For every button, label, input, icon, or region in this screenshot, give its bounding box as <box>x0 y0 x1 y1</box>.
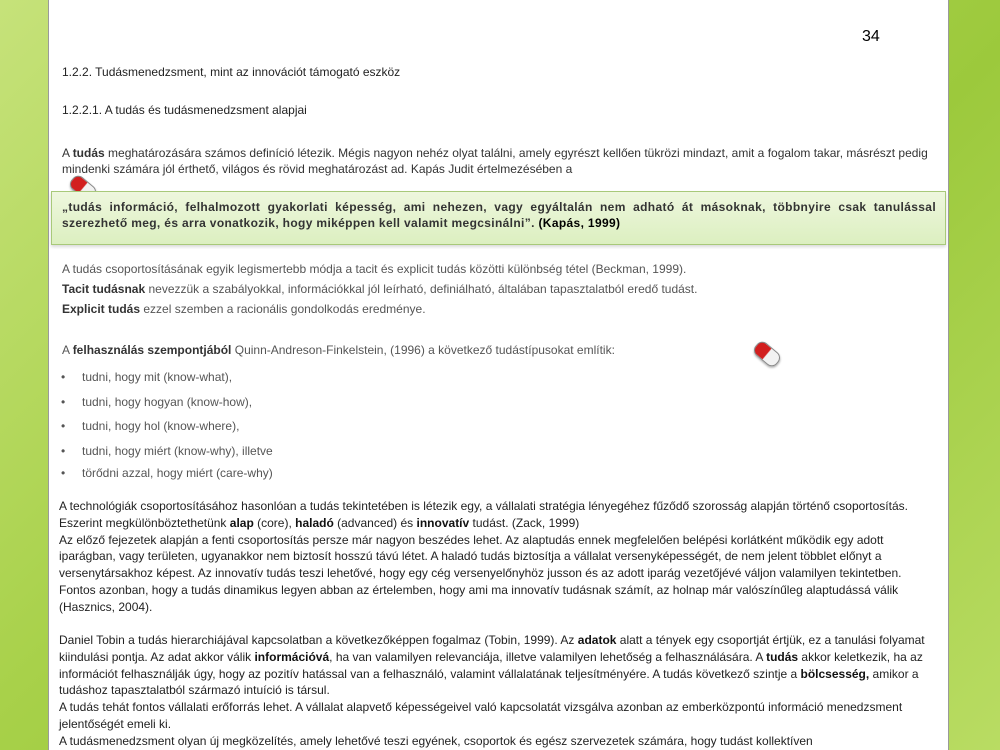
knowledge-types-paragraph: A technológiák csoportosításához hasonlóan a tudás tekintetében is létezik egy, a vállalati stratégia lényegéhez fűződő szorosság alapján történő csoportosítás. Eszerint megkülönböztethetünk alap (core), haladó (advanced) és innovatív tudást. (Zack, 1999) Az előző fejezetek alapján a fenti csoportosítás persze már nagyon beszédes lehet. Az alaptudás ennek megfelelően belépési korlátként működik egy adott iparágban, vagy területen, ugyanakkor nem biztosít hosszú távú létet. A haladó tudás biztosítja a vállalat versenyképességét, de nem jelent többlet előnyt a versenytársakhoz képest. Az innovatív tudás teszi lehetővé, hogy egy cég versenyelőnyhöz jusson és az adott iparág vezetőjévé váljon valamilyen tekintetben. Fontos azonban, hogy a tudás dinamikus legyen abban az értelemben, hogy ami ma innovatív tudásnak számít, az holnap már valószínűleg alaptudássá válik (Hasznics, 2004). <box>59 499 908 614</box>
explicit-definition: Explicit tudás ezzel szemben a racionális gondolkodás eredménye. <box>62 302 426 316</box>
page-number: 34 <box>862 28 880 45</box>
classification-line: A tudás csoportosításának egyik legismertebb módja a tacit és explicit tudás közötti különbség tétel (Beckman, 1999). <box>62 262 687 276</box>
quote-box <box>51 191 946 245</box>
quote-reference: (Kapás, 1999) <box>538 216 621 230</box>
subsection-heading: 1.2.2.1. A tudás és tudásmenedzsment alapjai <box>62 103 307 117</box>
bullet-icon: • <box>61 370 66 384</box>
section-heading: 1.2.2. Tudásmenedzsment, mint az innovációt támogató eszköz <box>62 65 401 79</box>
usage-intro: A felhasználás szempontjából Quinn-Andreson-Finkelstein, (1996) a következő tudástípusokat említik: <box>62 343 615 357</box>
tacit-definition: Tacit tudásnak nevezzük a szabályokkal, információkkal jól leírható, definiálható, általában tapasztalatból eredő tudást. <box>62 282 698 296</box>
bullet-icon: • <box>61 466 66 480</box>
bullet-icon: • <box>61 444 66 458</box>
pill-icon <box>751 339 783 369</box>
intro-paragraph: A tudás meghatározására számos definíció létezik. Mégis nagyon nehéz olyat találni, amely egyrészt kellően tükrözi mindazt, amit a fogalom takar, másrészt pedig mindenki számára jól érthető, világos és rövid meghatározást ad. Kapás Judit értelmezésében a <box>62 146 928 176</box>
hierarchy-paragraph: Daniel Tobin a tudás hierarchiájával kapcsolatban a következőképpen fogalmaz (Tobin, 1999). Az adatok alatt a tények egy csoportját értjük, ez a tanulási folyamat kiindulási pontja. Az adat akkor válik információvá, ha van valamilyen relevanciája, illetve valamilyen lehetőség a felhasználására. A tudás akkor keletkezik, ha az információt felhasználják úgy, hogy az pozitív hatással van a felhasználó, valamint vállalatának teljesítményére. A tudás következő szintje a bölcsesség, amikor a tudáshoz tapasztalatból származó intuíció is társul. A tudás tehát fontos vállalati erőforrás lehet. A vállalat alapvető képességeivel való kapcsolatát vizsgálva azonban az emberközpontú információ menedzsment jelentőségét emeli ki. A tudásmenedzsment olyan új megközelítés, amely lehetővé teszi egyének, csoportok és egész szervezetek számára, hogy tudást kollektíven <box>59 633 925 748</box>
quote-text: „tudás információ, felhalmozott gyakorlati képesség, ami nehezen, vagy egyáltalán nem adható át másoknak, többnyire csak tanulással szerezhető meg, és arra vonatkozik, hogy miképpen kell valamit megcsinálni”. (Kapás, 1999) <box>62 200 936 230</box>
bullet-icon: • <box>61 419 66 433</box>
bullet-icon: • <box>61 395 66 409</box>
document-page: 34 1.2.2. Tudásmenedzsment, mint az innovációt támogató eszköz 1.2.2.1. A tudás és tudásmenedzsment alapjai A tudás meghatározására számos definíció létezik. Mégis nagyon nehéz olyat találni, amely egyrészt kellően tükrözi mindazt, amit a fogalom takar, másrészt pedig mindenki számára jól érthető, világos és rövid meghatározást ad. Kapás Judit értelmezésében a „tudás információ, felhalmozott gyakorlati képesség, ami nehezen, vagy egyáltalán nem adható át másoknak, többnyire csak tanulással szerezhető meg, és arra vonatkozik, hogy miképpen kell valamit megcsinálni”. (Kapás, 1999) A tudás csoportosításának egyik legismertebb módja a tacit és explicit tudás közötti különbség tétel (Beckman, 1999). Tacit tudásnak nevezzük a szabályokkal, információkkal jól leírható, definiálható, általában tapasztalatból eredő tudást. Explicit tudás ezzel szemben a racionális gondolkodás eredménye. A felhasználás szempontjából Quinn-Andreson-Finkelstein, (1996) a következő tudástípusokat említik: • tudni, hogy mit (know-what), • tudni, hogy hogyan (know-how), • tudni, hogy hol (know-where), • tudni, hogy miért (know-why), illetve • törődni azzal, hogy miért (care-why) A technológiák csoportosításához hasonlóan a tudás tekintetében is létezik egy, a vállalati stratégia lényegéhez fűződő szorosság alapján történő csoportosítás. Eszerint megkülönböztethetünk alap (core), haladó (advanced) és innovatív tudást. (Zack, 1999) Az előző fejezetek alapján a fenti csoportosítás persze már nagyon beszédes lehet. Az alaptudás ennek megfelelően belépési korlátként működik egy adott iparágban, vagy területen, ugyanakkor nem biztosít hosszú távú létet. A haladó tudás biztosítja a vállalat versenyképességét, de nem jelent többlet előnyt a versenytársakhoz képest. Az innovatív tudás teszi lehetővé, hogy egy cég versenyelőnyhöz jusson és az adott iparág vezetőjévé váljon valamilyen tekintetben. Fontos azonban, hogy a tudás dinamikus legyen abban az értelemben, hogy ami ma innovatív tudásnak számít, az holnap már valószínűleg alaptudássá válik (Hasznics, 2004). Daniel Tobin a tudás hierarchiájával kapcsolatban a következőképpen fogalmaz (Tobin, 1999). Az adatok alatt a tények egy csoportját értjük, ez a tanulási folyamat kiindulási pontja. Az adat akkor válik információvá, ha van valamilyen relevanciája, illetve valamilyen lehetőség a felhasználására. A tudás akkor keletkezik, ha az információt felhasználják úgy, hogy az pozitív hatással van a felhasználó, valamint vállalatának teljesítményére. A tudás következő szintje a bölcsesség, amikor a tudáshoz tapasztalatból származó intuíció is társul. A tudás tehát fontos vállalati erőforrás lehet. A vállalat alapvető képességeivel való kapcsolatát vizsgálva azonban az emberközpontú információ menedzsment jelentőségét emeli ki. A tudásmenedzsment olyan új megközelítés, amely lehetővé teszi egyének, csoportok és egész szervezetek számára, hogy tudást kollektíven <box>48 0 949 750</box>
term-tudas: tudás <box>72 146 105 160</box>
